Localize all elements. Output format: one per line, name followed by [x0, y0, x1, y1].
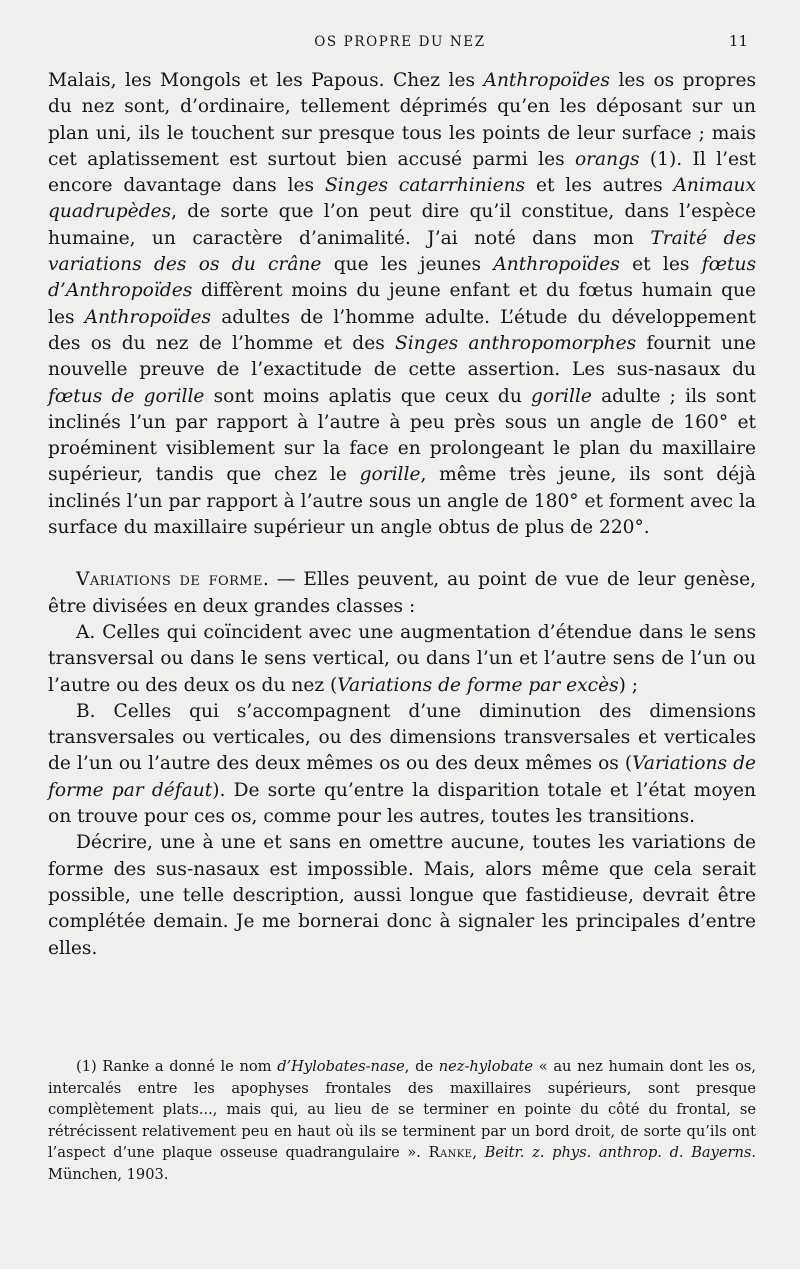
paragraph-2 [48, 567, 756, 620]
text-run: B. Celles qui s’accompagnent d’une diminution des dimensions transversales ou verticales, ou des dimensions transversales et verticales de l’un ou l’autre des deux mêmes os ou des deux mêmes os ( [48, 700, 756, 775]
italic-run: Anthropoïdes [483, 70, 610, 91]
text-run: diffèrent moins du jeune enfant et du fœtus humain que les [48, 280, 756, 328]
text-run: ). De sorte qu’entre la disparition totale et l’état moyen on trouve pour ces os, comme pour les autres, toutes les transitions. [48, 779, 756, 828]
text-run: , [472, 1144, 485, 1162]
italic-run: gorille [359, 464, 421, 486]
running-title: OS PROPRE DU NEZ [314, 34, 486, 50]
paragraph-4 [48, 699, 756, 830]
footnote [48, 1056, 756, 1186]
text-run: fournit une nouvelle preuve de l’exactitude de cette assertion. Les sus-nasaux du [48, 332, 757, 381]
italic-run: Anthropoïdes [84, 306, 212, 328]
italic-run: fœtus de gorille [48, 385, 205, 407]
page-number: 11 [728, 32, 748, 50]
text-run: (1). Il l’est encore davantage dans les [48, 148, 756, 197]
text-run: et les [619, 254, 702, 276]
text-run: , même très jeune, ils sont déjà inclinés l’un par rapport à l’autre sous un angle de 180° et forment avec la surface du maxillaire supérieur un angle obtus de plus de 220°. [48, 464, 756, 539]
text-run: adultes de l’homme adulte. L’étude du développement des os du nez de l’homme et des [48, 306, 756, 354]
text-run: , de [404, 1058, 439, 1075]
text-run: , de sorte que l’on peut dire qu’il constitue, dans l’espèce humaine, un caractère d’animalité. J’ai noté dans mon [48, 201, 756, 249]
italic-run: Singes catarrhiniens [324, 175, 526, 197]
italic-run: Singes anthropomorphes [395, 332, 637, 354]
section-heading: Variations de forme [76, 569, 263, 591]
italic-run: Animaux quadrupèdes [48, 175, 757, 223]
text-run: Malais, les Mongols et les Papous. Chez les [48, 70, 484, 91]
text-run: München, 1903. [48, 1165, 169, 1183]
italic-run: Anthropoïdes [493, 254, 620, 276]
text-run: A. Celles qui coïncident avec une augmentation d’étendue dans le sens transversal ou dans le sens vertical, ou dans l’un et l’autre sens de l’un ou l’autre ou des deux os du nez ( [48, 621, 756, 696]
paragraph-3 [48, 620, 756, 699]
text-run: . — Elles peuvent, au point de vue de leur genèse, être divisées en deux grandes classes : [48, 569, 756, 617]
text-run: « au nez humain dont les os, intercalés entre les apophyses frontales des maxillaires supérieurs, sont presque complètement plats..., mais qui, au lieu de se terminer en pointe du côté du frontal, se rétrécissent relativement peu en haut où ils se terminent par un bord droit, de sorte qu’ils ont l’aspect d’une plaque osseuse quadrangulaire ». [48, 1058, 757, 1162]
text-run: et les autres [525, 175, 674, 197]
paragraph-1 [48, 68, 756, 541]
text-run: les os propres du nez sont, d’ordinaire, tellement déprimés qu’en les déposant sur un plan uni, ils le touchent sur presque tous les points de leur surface ; mais cet aplatissement est surtout bien accusé parmi les [48, 70, 756, 170]
italic-run: Variations de forme par excès [337, 674, 619, 696]
italic-run: Traité des variations des os du crâne [48, 227, 756, 276]
text-run: que les jeunes [321, 254, 494, 276]
italic-run: orangs [574, 148, 640, 170]
italic-run: Beitr. z. phys. anthrop. d. Bayerns. [484, 1144, 757, 1162]
italic-run: fœtus d’Anthropoïdes [48, 254, 756, 302]
author-name: Ranke [428, 1144, 473, 1162]
page-header [0, 30, 800, 54]
text-run: ) ; [618, 674, 639, 696]
text-run: adulte ; ils sont inclinés l’un par rapport à l’autre à peu près sous un angle de 160° et proéminent visiblement sur la face en prolongeant le plan du maxillaire supérieur, tandis que chez le [48, 385, 756, 486]
paragraph-5: Décrire, une à une et sans en omettre aucune, toutes les variations de forme des sus-nasaux est impossible. Mais, alors même que cela serait possible, une telle description, aussi longue que fastidieuse, devrait être complétée demain. Je me bornerai donc à signaler les principales d’entre elles. [48, 832, 756, 959]
body-text [48, 68, 756, 962]
italic-run: gorille [531, 385, 592, 407]
italic-run: Variations de forme par défaut [48, 753, 756, 801]
text-run: sont moins aplatis que ceux du [204, 385, 532, 407]
footnote-text [48, 1056, 756, 1186]
text-run: (1) Ranke a donné le nom [76, 1058, 278, 1075]
italic-run: d’Hylobates-nase [277, 1058, 405, 1075]
italic-run: nez-hylobate [438, 1058, 534, 1075]
